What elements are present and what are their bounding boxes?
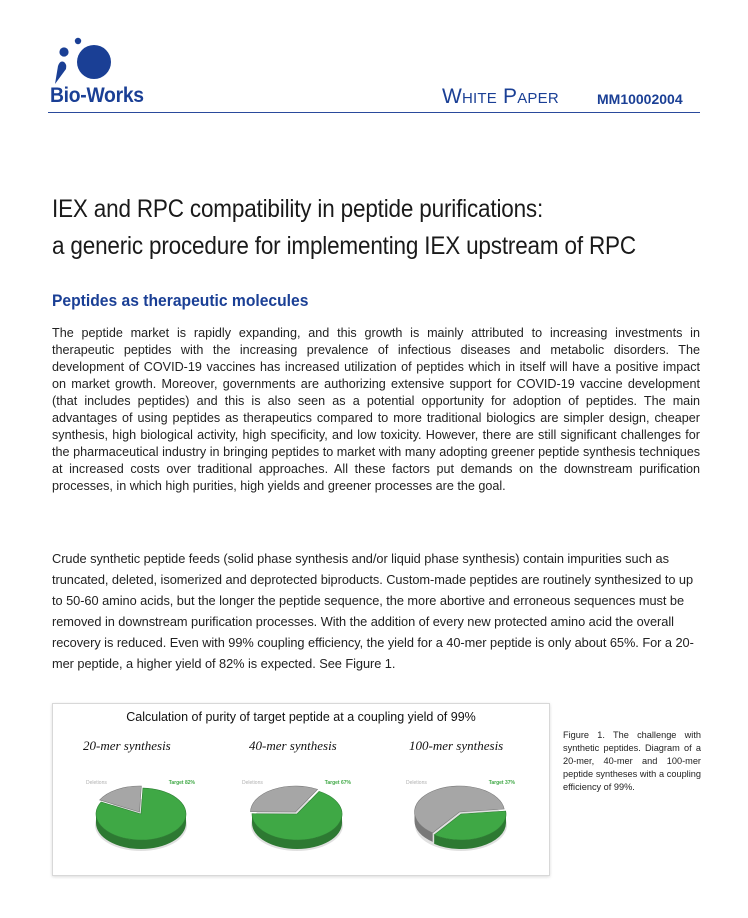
paper-title-line-1: IEX and RPC compatibility in peptide purifications: [52,195,544,223]
paper-title-line-2: a generic procedure for implementing IEX upstream of RPC [52,232,636,260]
chart-title-20-mer: 20-mer synthesis [83,738,171,753]
header-divider [48,112,700,113]
logo-text: Bio-Works [50,84,144,107]
body-paragraph-1: The peptide market is rapidly expanding, and this growth is mainly attributed to increasing investments in therapeutic peptides with the increasing prevalence of infectious diseases and metabolic disorders. The development of COVID-19 vaccines has increased utilization of peptides which in itself will have a positive impact on market growth. Moreover, governments are authorizing extensive support for COVID-19 vaccine development (that includes peptides) and this is also seen as a potential opportunity for adoption of peptides. The main advantages of using peptides as therapeutics compared to more traditional biologics are simpler design, cheaper synthesis, high biological activity, high specificity, and low toxicity. However, there are still significant challenges for the pharmaceutical industry in bringing peptides to market with many adopting greener peptide synthesis techniques at increased costs over traditional approaches. All these factors put demands on the downstream purification processes, in which high purities, high yields and greener processes are the goal. [52,326,700,493]
document-number: MM10002004 [597,91,683,107]
pie-label-deletions: Deletions [406,780,427,786]
pie-label-target: Target 67% [324,780,351,786]
white-paper-label: White Paper [442,85,559,108]
pie-chart-40-mer [239,774,355,854]
figure-1 [52,703,550,876]
pie-label-deletions: Deletions [86,780,107,786]
section-heading: Peptides as therapeutic molecules [52,291,309,310]
figure-title: Calculation of purity of target peptide at a coupling yield of 99% [126,710,476,724]
pie-chart-20-mer [83,774,199,854]
body-paragraph-2: Crude synthetic peptide feeds (solid phase synthesis and/or liquid phase synthesis) contain impurities such as truncated, deleted, isomerized and deprotected biproducts. Custom-made peptides are routinely synthesized to up to 50-60 amino acids, but the longer the peptide sequence, the more abortive and erroneous sequences must be removed in downstream purification processes. With the addition of every new protected amino acid the overall recovery is reduced. Even with 99% coupling efficiency, the yield for a 40-mer peptide is only about 65%. For a 20-mer peptide, a higher yield of 82% is expected. See Figure 1. [52,551,694,671]
pie-label-deletions: Deletions [242,780,263,786]
chart-title-40-mer: 40-mer synthesis [249,738,337,753]
chart-title-100-mer: 100-mer synthesis [409,738,504,753]
pie-label-target: Target 82% [168,780,195,786]
pie-chart-100-mer [403,774,519,854]
pie-label-target: Target 37% [488,780,515,786]
figure-caption: Figure 1. The challenge with synthetic peptides. Diagram of a 20-mer, 40-mer and 100-mer peptide syntheses with a coupling efficiency of 99%. [563,730,701,792]
